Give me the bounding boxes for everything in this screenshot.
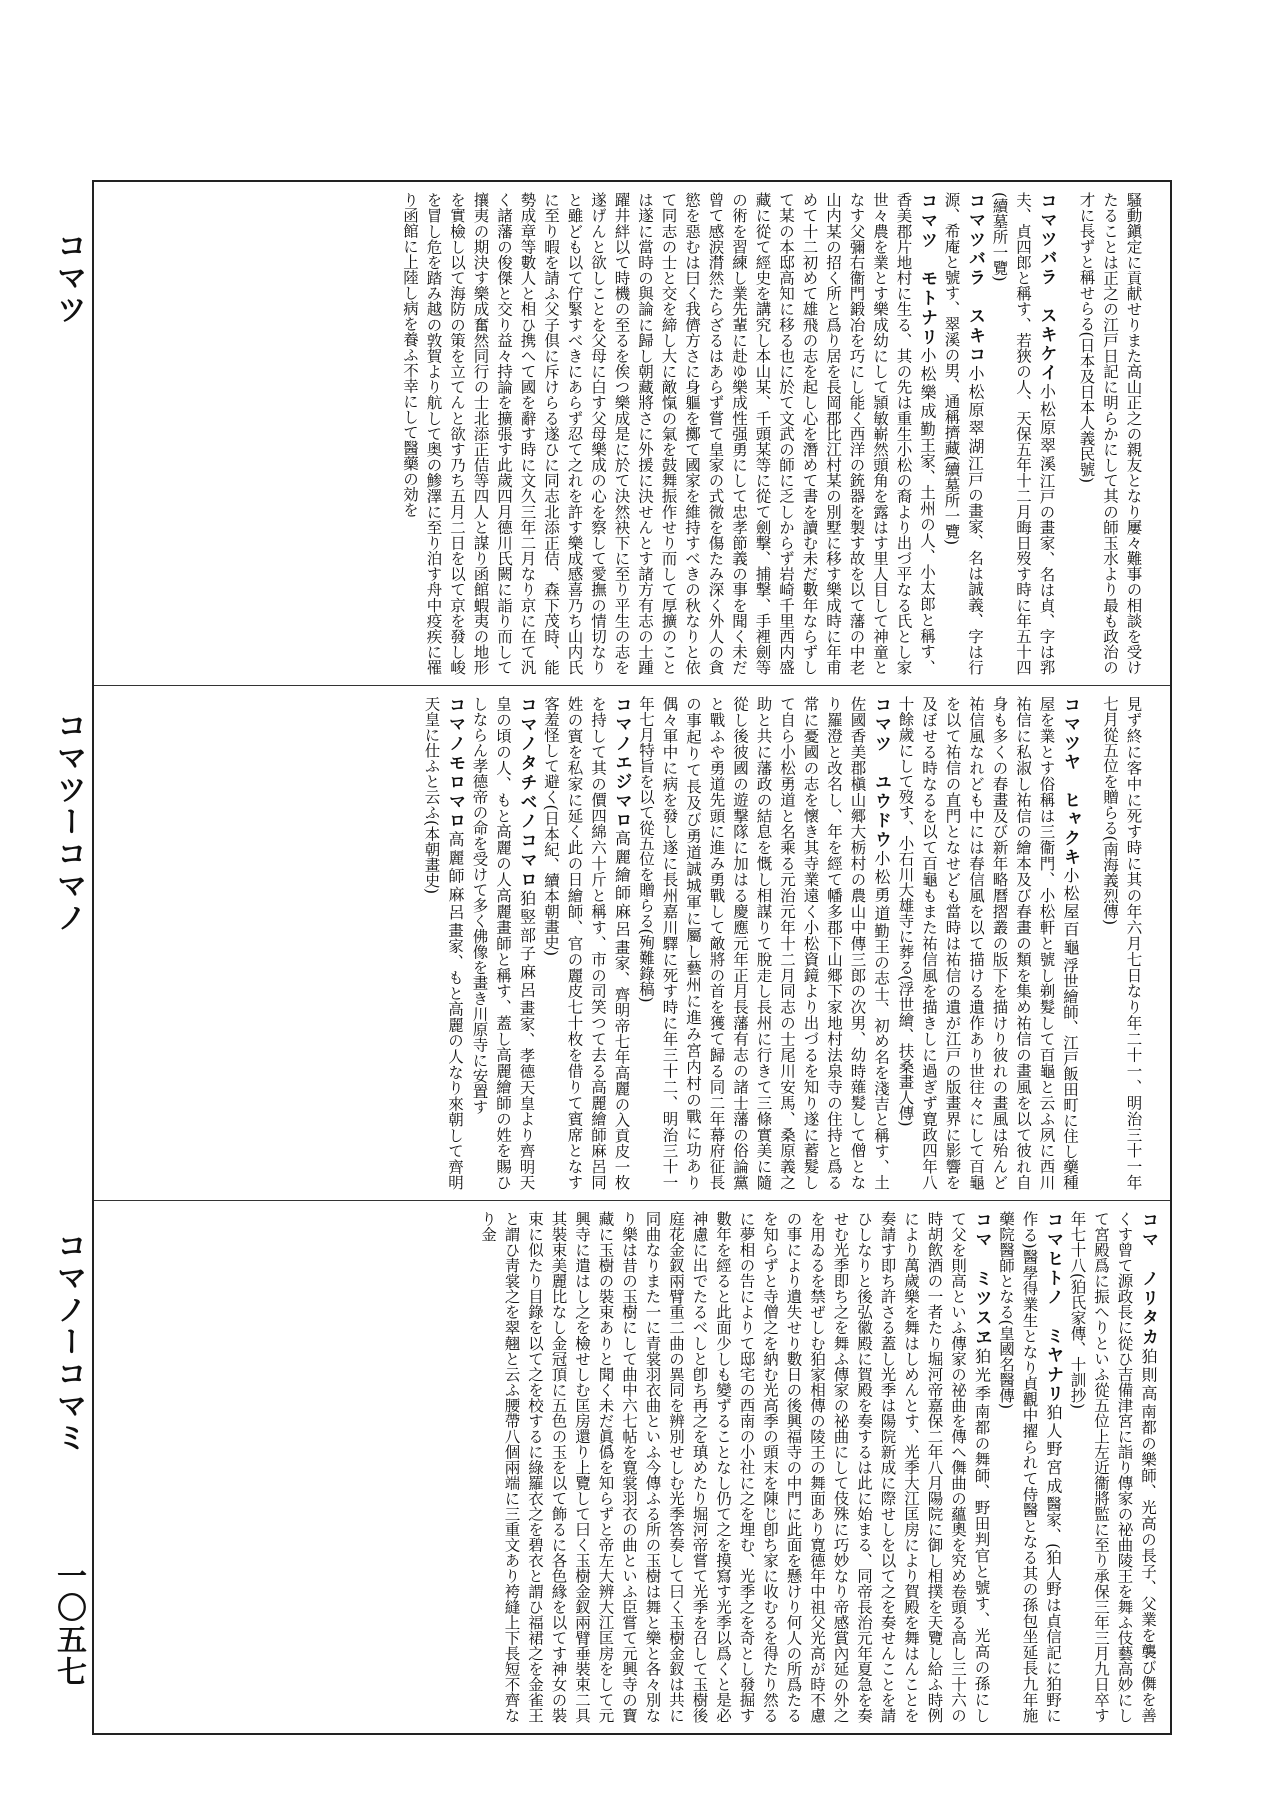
entry-text: 醫家、(狛人野は貞信記に狛野に作る)醫學得業生となり貞觀中擢られて侍醫となる其の孫包坐延長九年施藥院醫師となる(皇國名醫傳) (997, 1211, 1062, 1723)
band-columns (104, 192, 1160, 675)
dictionary-entry (939, 192, 987, 675)
text-band-middle (94, 685, 1170, 1200)
entry-text: 畫家、齊明帝七年高麗の入貢皮一枚を持して其の價四綿六十斤と稱す、市の司笑つて去る高麗繪師麻呂同姓の賓を私家に延く此の日繪師、官の麗皮七十枚を借りて賓席となす客羞怪して避く(日本紀、續本朝畫史) (542, 696, 631, 1190)
entry-text: 南都の舞師、野田判官と號す、光高の孫にして父を則高といふ傳家の祕曲を傳へ儛曲の蘊奧を究め卷頭る高し三十六の時胡飲酒の一者たり堀河帝嘉保二年八月陽院に御し相撲を天覽し給ふ時例により萬歲樂を舞はしめんとす、光季大江匡房により賀殿を舞はんことを奏請す即ち許さる蓋し光季は陽院新成に際せしを以て之を奏せんことを請ひしなりと後弘徽殿に賀殿を奏するは此に始まる、同帝長治元年夏急を奏せむ光季即ち之を舞ふ傳家の祕曲にして伎殊に巧妙なり帝感賞內延の外之を用ゐるを禁ぜしむ狛家相傳の陵王の舞面あり寛德年中祖父光高が時不慮の事により遺失せり數日の後興福寺の中門に此面を懸けり何人の所爲たるを知らずと寺僧之を納む光高季の頭末を陳じ卽ち家に收むるを得たり然るに夢相の告によりて邸宅の西南の小社に之を埋む、光季之を奇とし發掘す數年を經ると此面少しも變ずることなし仍て之を摸寫す光季以爲くと是必神慮に出でたるべしと卽ち再之を瑱めたり堀河帝嘗て光季を召して玉樹後庭花金釵兩臂重二曲の異同を辨別せしむ光季答奏して曰く玉樹金釵は共に同曲なりまた一に青裳羽衣曲といふ今傳ふる所の玉樹は舞と樂と各々別なり樂は昔の玉樹にして曲中六七帖を寛裳羽衣の曲といふ臣嘗て元興寺の寶藏に玉樹の裝束ありと聞く未だ眞僞を知らずと帝左大辨大江匡房をして元興寺に遣はし之を檢せしむ匡房還り上覽して曰く玉樹金釵兩臂垂裝束二具其裝束美麗比なし金冠頂に五色の玉を以て飾るに各色緣を以てす神女の裝束に似たり目錄を以て之を校するに綠羅衣之を碧衣と謂ひ福裙之を金雀王と謂ひ靑裳之を翠翹と云ふ腰帶八個兩端に三重文あり袴縫上下長短不齊なり金 (479, 1211, 991, 1723)
page-frame (92, 180, 1172, 1735)
entry-text: 江戸の畫家、名は貞、字は郛夫、貞四郎と稱す、若狹の人、天保五年十二月晦日歿す時に年五十四(續墓所一覽) (990, 192, 1056, 675)
entry-heading: コマツ モトナリ (917, 192, 937, 348)
entry-name: 小松原翠溪 (1037, 382, 1057, 473)
text-band-top (94, 182, 1170, 685)
entry-text: 勤王の志士、初め名を淺吉と稱す、土佐國香美郡槇山郷大栃村の農山中傳三郎の次男、幼時薙髮して僧となり羅澄と改名し、年を經て幡多郡下山郷下家地村法泉寺の住持と爲る常に憂國の志を懷き其寺業遠く小松資鏡より出づるを知り遂に蓄髮して自ら小松勇道と名乘る元治元年十二月同志の士尾川安馬、桑原義之助と共に藩政の結息を慨し相謀りて脫走し長州に行きて三條實美に隨從し後彼國の遊撃隊に加はる慶應元年正月長藩有志の諸士藩の俗論黨と戰ふや勇道先頭に進み勇戰して敵將の首を獲て歸る同二年幕府征長の事起りて長及び勇道誠城軍に屬し藝州に進み宮内村の戰に功あり偶々軍中に病を發し遂に長州嘉川驛に死す時に年三十二、明治三十一年七月特旨を以て從五位を贈らる(殉難錄稿) (637, 696, 890, 1190)
dictionary-entry (994, 1211, 1066, 1723)
entry-text: 畫家、孝德天皇より齊明天皇の頃の人、もと高麗の人高麗畫師と稱す、蓋し高麗繪師の姓を賜ひしならん孝德帝の命を受けて多く佛像を畫き川原寺に安置す (470, 696, 536, 1190)
running-header-bottom: コマノーコマミ (51, 1230, 86, 1454)
entry-heading: コマツバラ スキコ (965, 192, 985, 365)
entry-name: 小松勇道 (872, 849, 891, 923)
entry-text: 浮世繪師、江戸飯田町に住し藥種屋を業とす俗稱は三衞門、小松軒と號し剃髮して百龜と云ふ夙に西川祐信に私淑し祐信の繪本及び春畫の類を集め祐信の畫風を以て彼れ自身も多くの春畫及び新年略曆摺叢の版下を描けり彼れの畫風は殆んど祐信風なれども中には春信風を以て描ける遺作あり世往々にして百龜を以て祐信の直門となせども當時は祐信の遺が江戸の版畫界に影響を及ぼせる時なるを以て百龜もまた祐信風を描きしに過ぎず寛政四年八十餘歲にして歿す、小石川大雄寺に葬る(浮世繪、扶桑畫人傳) (896, 696, 1079, 1190)
entry-text: 勤王家、土州の人、小太郎と稱す、香美郡片地村に生る、其の先は重生小松の裔より出づ平なる氏とし家世々農を業とす樂成幼にして頴敏嶄然頭角を露はす里人目して神童となす父彌右衞門鍛冶を巧にし能く西洋の銃器を製す故を以て藩の中老山内某の招く所と爲り居を長岡郡比江村某の別墅に移す樂成時に年甫めて十二初めて雄飛の志を起し心を潛めて書を讀む未だ數年ならずして某の本邸高知に移る也に於て文武の師に乏しからず岩崎千里西内盛藏に從て經史を講究し本山某、千頭某等に從て劍撃、捕撃、手裡劍等の術を習練し業先輩に赴ゆ樂成性强勇にして忠孝節義の事を聞く未だ曾て感涙潸然たらざるはあらず嘗て皇家の式微を傷たみ深く外人の貪慾を惡むは曰く我儕方さに身軀を擲て國家を維持すべきの秋なりと依て同志の士と交を締し大に敵愾の氣を鼓舞振作せり而して厚擴のことは遂に當時の與論に歸し朝藏將さに外援に決せんとす諸方有志の士踵躍井絆以て時機の至るを俟つ樂成是に於て決然袂下に至り平生の志を遂げんと欲しことを父母に白す父母樂成の心を察して愛撫の情切なりと雖ども以て佇緊すべきにあらず忍て之れを許す樂成感喜乃ち山内氏に至り暇を請ふ父子倶に斥けらる遂ひに同志北添正佶、森下茂時、能勢成章等數人と相ひ携へて國を辭す時に文久三年二月なり京に在て汎く諸藩の俊傑と交り益々持論を擴張す此歲四月德川氏闕に詣り而して攘夷の期決す樂成奮然同行の士北添正佶等四人と謀り函館蝦夷の地形を實檢し以て海防の策を立てんと欲す乃ち五月二日を以て京を發し峻を冒し危を踏み越の敦賀より航して奥の鯵澤に至り泊す舟中疫疾に罹り函館に上陸し病を養ふ不幸にして醫藥の効を (401, 192, 936, 675)
dictionary-entry (634, 696, 894, 1190)
entry-text: 南都の樂師、光高の長子、父業を襲び儛を善くす曾て源政長に從ひ吉備津宮に詣り傳家の祕曲陵王を舞ふ伎藝高妙にして宮殿爲に振へりといふ從五位上左近衞將監に至り承保三年三月九日卒す年七十八(狛氏家傳、十訓抄) (1068, 1211, 1157, 1723)
entry-name: 小松樂成 (918, 347, 937, 421)
entry-name: 狛人野宮成 (1044, 1404, 1063, 1496)
entry-name: 高麗繪師麻呂 (612, 830, 632, 940)
dictionary-entry (539, 696, 634, 1190)
entry-name: 小松原翠湖 (966, 364, 985, 456)
entry-heading: コマツ ユウドウ (871, 696, 891, 850)
entry-heading: コマノタチベノコマロ (516, 696, 537, 890)
entry-heading: コマ ノリタカ (1138, 1211, 1158, 1348)
running-header-middle: コマツーコマノ (51, 710, 86, 934)
entry-heading: コマツバラ スキケイ (1036, 192, 1057, 383)
continuation-text: 騷動鎭定に貢献せりまた高山正之の親友となり屢々難事の相談を受けたることは正之の江戸日記に明らかにして其の師玉水より最も政治の才に長ずと稱せらる(日本及日本人義民號) (1077, 192, 1143, 675)
entry-text: 畫家、もと高麗の人なり來朝して齊明天皇に仕ふと云ふ(本朝畫史) (422, 696, 464, 1190)
dictionary-entry (419, 696, 467, 1190)
entry-heading: コマツヤ ヒャクキ (1060, 696, 1080, 868)
continuation-text: 見ず終に客中に死す時に其の年六月七日なり年二十一、明治三十一年七月從五位を贈らる(南海義烈傳) (1101, 696, 1143, 1190)
dictionary-entry (1065, 1211, 1160, 1723)
entry-heading: コマ ミツスヱ (971, 1211, 992, 1348)
running-header-top: コマツ (51, 230, 86, 326)
entry-heading: コマノモロマロ (445, 696, 465, 831)
entry-text: 江戸の畫家、名は誠義、字は行源、希庵と號す、翠溪の男、通稱擠藏(續墓所一覽) (942, 192, 984, 675)
entry-name: 高麗師麻呂 (446, 830, 465, 923)
band-columns (104, 696, 1160, 1190)
entry-heading: コマヒトノ ミヤナリ (1043, 1211, 1063, 1405)
text-band-bottom (94, 1200, 1170, 1733)
entry-name: 狛光季 (972, 1347, 992, 1404)
dictionary-entry (398, 192, 940, 675)
entry-name: 小松屋百龜 (1061, 867, 1080, 958)
dictionary-entry (476, 1211, 994, 1723)
dictionary-entry (893, 696, 1082, 1190)
band-columns (104, 1211, 1160, 1723)
dictionary-entry (987, 192, 1059, 675)
entry-name: 狛竪部子麻呂 (517, 889, 537, 1000)
dictionary-entry (467, 696, 539, 1190)
page-number: 一〇五七 (51, 1560, 86, 1688)
entry-name: 狛則高 (1139, 1347, 1158, 1404)
entry-heading: コマノエジマロ (611, 696, 632, 831)
